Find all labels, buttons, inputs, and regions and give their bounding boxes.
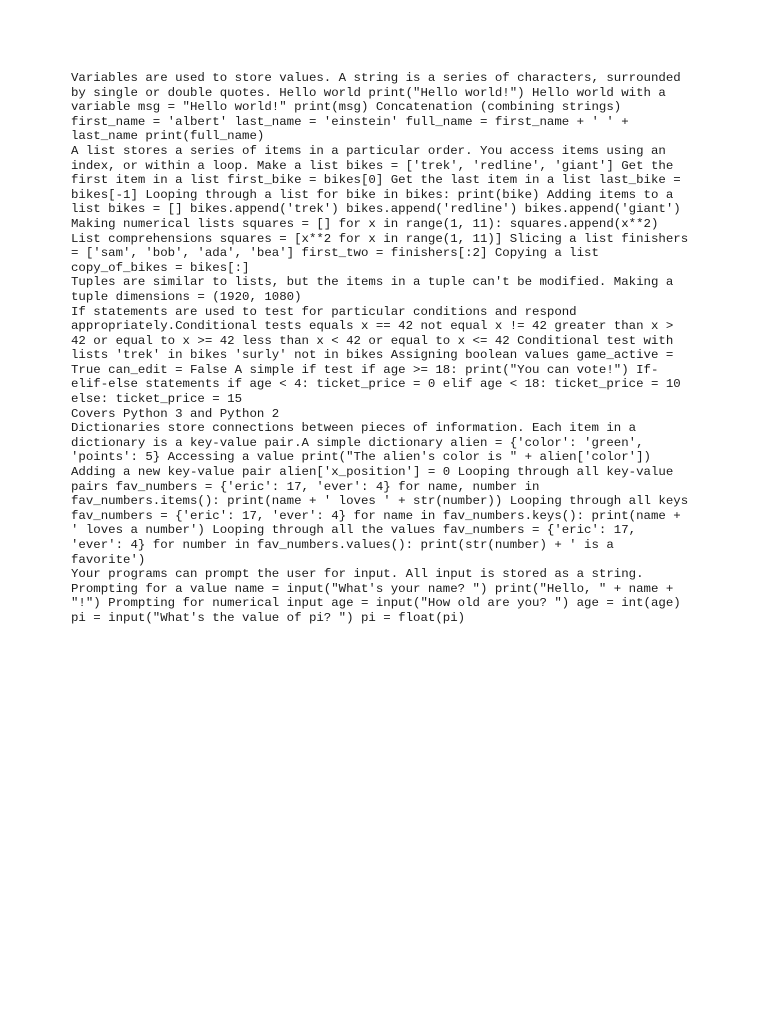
- lists-paragraph: A list stores a series of items in a particular order. You access items using an index, or within a loop. Make a list bikes = ['trek', 'redline', 'giant'] Get the first item in a list first_bike = bikes[0] Get the last item in a list last_bike = bikes[-1] Looping through a list for bike in bikes: print(bike) Adding items to a list bikes = [] bikes.append('trek') bikes.append('redline') bikes.append('giant') Making numerical lists squares = [] for x in range(1, 11): squares.append(x**2) List comprehensions squares = [x**2 for x in range(1, 11)] Slicing a list finishers = ['sam', 'bob', 'ada', 'bea'] first_two = finishers[:2] Copying a list copy_of_bikes = bikes[:]: [71, 143, 689, 275]
- covers-python-line: Covers Python 3 and Python 2: [71, 406, 280, 421]
- dictionaries-paragraph: Dictionaries store connections between pieces of information. Each item in a dictionary is a key-value pair.A simple dictionary alien = {'color': 'green', 'points': 5} Accessing a value print("The alien's color is " + alien['color']) Adding a new key-value pair alien['x_position'] = 0 Looping through all key-value pairs fav_numbers = {'eric': 17, 'ever': 4} for name, number in fav_numbers.items(): print(name + ' loves ' + str(number)) Looping through all keys fav_numbers = {'eric': 17, 'ever': 4} for name in fav_numbers.keys(): print(name + ' loves a number') Looping through all the values fav_numbers = {'eric': 17, 'ever': 4} for number in fav_numbers.values(): print(str(number) + ' is a favorite'): [71, 421, 689, 567]
- document-page: [71, 71, 701, 626]
- tuples-paragraph: Tuples are similar to lists, but the items in a tuple can't be modified. Making a tuple dimensions = (1920, 1080): [71, 275, 674, 304]
- if-statements-paragraph: If statements are used to test for particular conditions and respond appropriately.Conditional tests equals x == 42 not equal x != 42 greater than x > 42 or equal to x >= 42 less than x < 42 or equal to x <= 42 Conditional test with lists 'trek' in bikes 'surly' not in bikes Assigning boolean values game_active = True can_edit = False A simple if test if age >= 18: print("You can vote!") If- elif-else statements if age < 4: ticket_price = 0 elif age < 18: ticket_price = 10 else: ticket_price = 15: [71, 304, 681, 407]
- variables-paragraph: Variables are used to store values. A string is a series of characters, surrounded by single or double quotes. Hello world print("Hello world!") Hello world with a variable msg = "Hello world!" print(msg) Concatenation (combining strings) first_name = 'albert' last_name = 'einstein' full_name = first_name + ' ' + last_name print(full_name): [71, 71, 681, 144]
- user-input-paragraph: Your programs can prompt the user for input. All input is stored as a string. Prompting for a value name = input("What's your name? ") print("Hello, " + name + "!") Prompting for numerical input age = input("How old are you? ") age = int(age) pi = input("What's the value of pi? ") pi = float(pi): [71, 567, 681, 625]
